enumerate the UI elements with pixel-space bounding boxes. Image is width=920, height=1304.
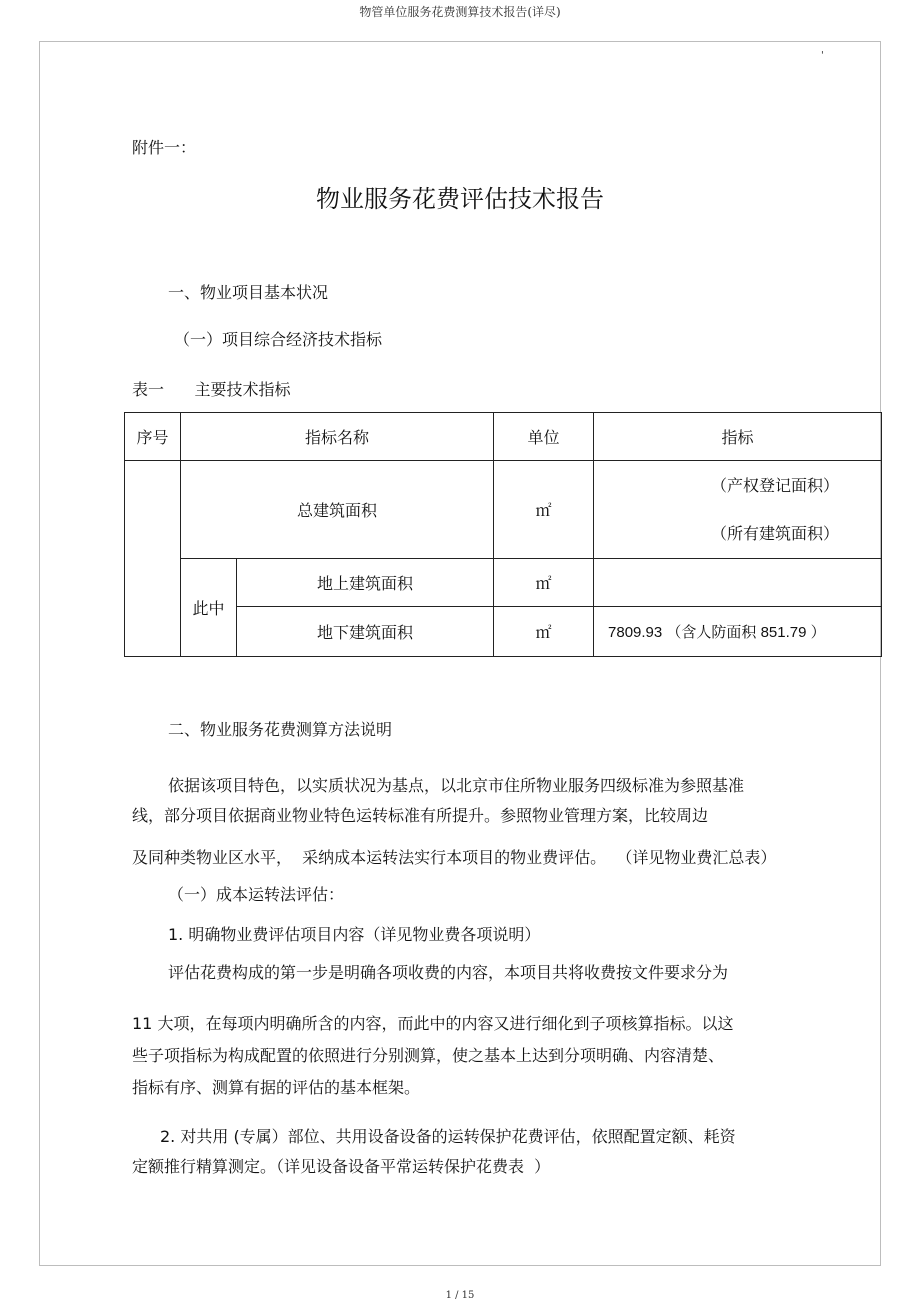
document-header-title: 物管单位服务花费测算技术报告(详尽) xyxy=(359,5,561,19)
attachment-label: 附件一： xyxy=(132,138,197,157)
section2-para2-line4: 指标有序、测算有据的评估的基本框架。 xyxy=(132,1078,421,1097)
section2-item2-line1: 2. 对共用 (专属）部位、共用设备设备的运转保护花费评估，依照配置定额、耗资 xyxy=(160,1127,736,1146)
technical-indicators-table xyxy=(124,412,882,657)
section2-para1-line1: 依据该项目特色，以实质状况为基点，以北京市住所物业服务四级标准为参照基准 xyxy=(168,776,745,795)
above-ground-name: 地上建筑面积 xyxy=(237,559,494,607)
section2-item1: 1. 明确物业费评估项目内容（详见物业费各项说明） xyxy=(168,925,541,944)
document-title: 物业服务花费评估技术报告 xyxy=(316,185,604,213)
section2-para1-line2: 线，部分项目依据商业物业特色运转标准有所提升。参照物业管理方案，比较周边 xyxy=(132,806,709,825)
total-area-value-line1: （产权登记面积） xyxy=(711,475,840,495)
header-name: 指标名称 xyxy=(181,413,494,461)
total-area-value-line2: （所有建筑面积） xyxy=(711,523,840,543)
page-mark: ' xyxy=(821,50,824,61)
section2-para2-line3: 些子项指标为构成配置的依照进行分别测算，使之基本上达到分项明确、内容清楚、 xyxy=(132,1046,725,1065)
underground-name: 地下建筑面积 xyxy=(237,607,494,657)
table-caption: 表一 主要技术指标 xyxy=(132,380,291,399)
section2-para1-line3: 及同种类物业区水平， 采纳成本运转法实行本项目的物业费评估。 （详见物业费汇总表） xyxy=(132,848,777,867)
section1-subheading: （一）项目综合经济技术指标 xyxy=(174,330,383,349)
above-ground-value xyxy=(594,559,882,607)
group-label: 此中 xyxy=(181,559,237,657)
table-row xyxy=(125,559,882,607)
underground-value: 7809.93 （含人防面积 851.79 ） xyxy=(594,607,882,657)
section1-heading: 一、物业项目基本状况 xyxy=(168,283,329,302)
section2-sub1: （一）成本运转法评估： xyxy=(168,885,345,904)
header-value: 指标 xyxy=(594,413,882,461)
section2-para2-line2: 11 大项，在每项内明确所含的内容，而此中的内容又进行细化到子项核算指标。以这 xyxy=(132,1014,734,1033)
table-row xyxy=(125,461,882,559)
total-area-unit: ㎡ xyxy=(494,461,594,559)
table-row xyxy=(125,607,882,657)
total-area-value xyxy=(594,461,882,559)
section2-heading: 二、物业服务花费测算方法说明 xyxy=(168,720,393,739)
seq-cell xyxy=(125,461,181,657)
header-unit: 单位 xyxy=(494,413,594,461)
table-header-row xyxy=(125,413,882,461)
page-number: 1 / 15 xyxy=(445,1290,475,1301)
section2-item2-line2: 定额推行精算测定。（详见设备设备平常运转保护花费表 ） xyxy=(132,1157,551,1176)
total-area-name: 总建筑面积 xyxy=(181,461,494,559)
header-seq: 序号 xyxy=(125,413,181,461)
above-ground-unit: ㎡ xyxy=(494,559,594,607)
underground-unit: ㎡ xyxy=(494,607,594,657)
section2-para2-line1: 评估花费构成的第一步是明确各项收费的内容，本项目共将收费按文件要求分为 xyxy=(168,963,729,982)
